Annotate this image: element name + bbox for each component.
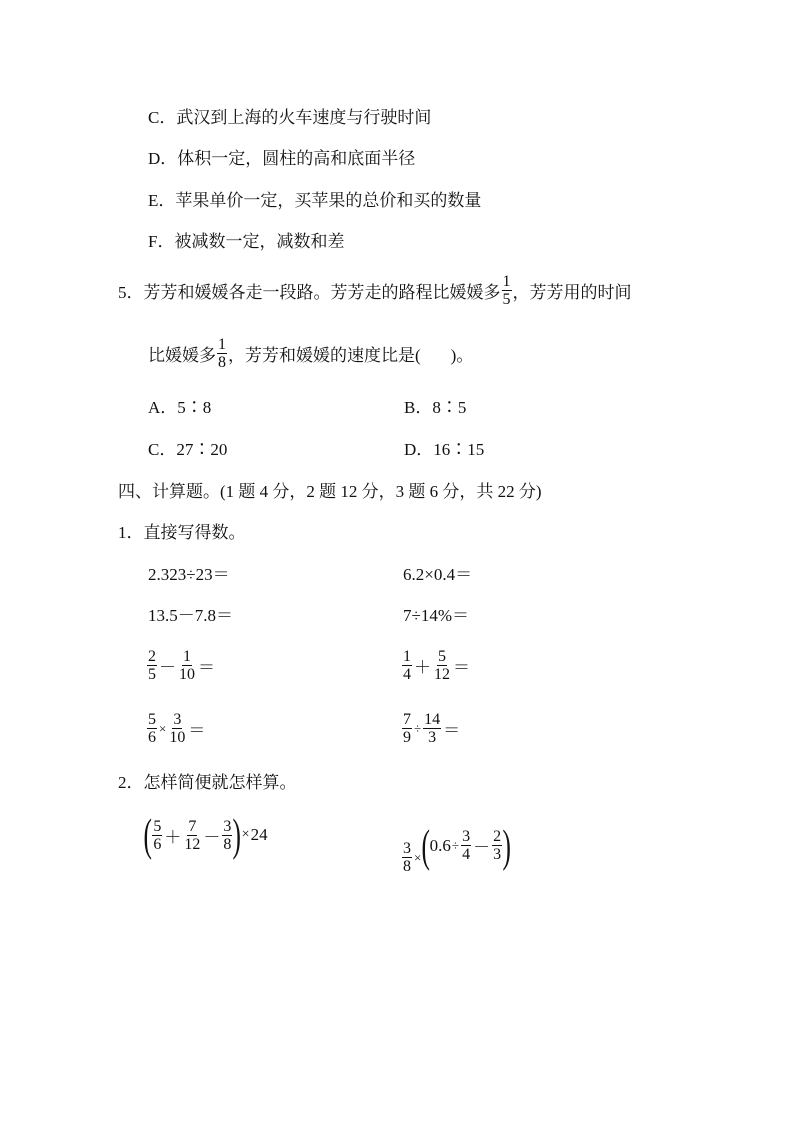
- expr-frac-multiply: [146, 711, 206, 746]
- right-paren: ): [502, 819, 511, 871]
- times-sign: ×: [159, 720, 167, 736]
- option-e: E．苹果单价一定，买苹果的总价和买的数量: [148, 191, 482, 210]
- fraction: $\frac{3}{8}$: [403, 840, 411, 875]
- fraction: $\frac{3}{4}$: [462, 828, 471, 863]
- fraction: $\frac{2}{3}$: [493, 828, 502, 863]
- plus-sign: ＋: [164, 827, 182, 847]
- fraction-one-fifth: $\frac{1}{5}$: [502, 273, 511, 308]
- question-5-text-a: 5．芳芳和媛媛各走一段路。芳芳走的路程比媛媛多: [118, 283, 501, 302]
- q1-title: 1．直接写得数。: [118, 523, 246, 542]
- q5-option-d: D．16∶15: [404, 440, 485, 459]
- fraction: $\frac{5}{6}$: [148, 711, 156, 746]
- minus-sign: －: [159, 658, 176, 677]
- fraction: $\frac{1}{10}$: [179, 648, 195, 683]
- q5-option-b: B．8∶5: [404, 398, 467, 417]
- equals-sign: ＝: [198, 658, 215, 677]
- times-sign: ×: [414, 849, 422, 865]
- fraction: $\frac{14}{3}$: [424, 711, 441, 746]
- section-4-heading: 四、计算题。(1 题 4 分，2 题 12 分，3 题 6 分，共 22 分): [118, 482, 542, 501]
- question-5-text-e: )。: [450, 346, 474, 365]
- expr-frac-add: [401, 648, 471, 683]
- fraction: $\frac{5}{12}$: [434, 648, 450, 683]
- expr-62-times-04: 6.2×0.4＝: [403, 565, 473, 584]
- expr-frac-divide: [401, 711, 461, 746]
- divide-sign: ÷: [414, 720, 422, 736]
- left-paren: (: [421, 819, 431, 871]
- fraction-one-eighth: $\frac{1}{8}$: [218, 336, 226, 371]
- question-5-text-d: ，芳芳和媛媛的速度比是(: [228, 346, 421, 365]
- right-paren: ): [232, 809, 242, 860]
- q5-option-a: A．5∶8: [148, 398, 212, 417]
- expr-frac-subtract: [146, 648, 216, 683]
- expr-mixed: [401, 816, 510, 875]
- fraction: $\frac{1}{4}$: [403, 648, 411, 683]
- fraction: $\frac{2}{5}$: [148, 648, 156, 683]
- question-5-line2: [148, 336, 473, 371]
- fraction: $\frac{5}{6}$: [153, 817, 162, 853]
- equals-sign: ＝: [453, 658, 470, 677]
- number-24: 24: [250, 825, 268, 844]
- expr-2323-div-23: 2.323÷23＝: [148, 565, 230, 584]
- times-sign: ×: [241, 827, 250, 842]
- fraction: $\frac{7}{9}$: [403, 711, 411, 746]
- question-5-text-c: 比媛媛多: [148, 346, 216, 365]
- divide-sign: ÷: [451, 837, 460, 853]
- question-5-text-b: ，芳芳用的时间: [512, 283, 632, 302]
- minus-sign: －: [473, 838, 491, 857]
- question-5-line1: [118, 273, 632, 308]
- equals-sign: ＝: [188, 721, 206, 740]
- fraction: $\frac{3}{8}$: [223, 817, 232, 853]
- number-0-6: 0.6: [429, 835, 451, 855]
- option-d: D．体积一定，圆柱的高和底面半径: [148, 149, 416, 168]
- option-f: F．被减数一定，减数和差: [148, 232, 345, 251]
- q2-title: 2．怎样简便就怎样算。: [118, 773, 297, 792]
- expr-7-div-14pct: 7÷14%＝: [403, 606, 469, 625]
- equals-sign: ＝: [443, 721, 461, 740]
- expr-135-minus-78: 13.5－7.8＝: [148, 606, 233, 625]
- minus-sign: －: [203, 827, 221, 847]
- left-paren: (: [143, 809, 152, 860]
- q5-option-c: C．27∶20: [148, 440, 228, 459]
- expr-distributive: [143, 809, 268, 860]
- fraction: $\frac{3}{10}$: [169, 711, 186, 746]
- plus-sign: ＋: [414, 658, 431, 677]
- option-c: C．武汉到上海的火车速度与行驶时间: [148, 108, 432, 127]
- fraction: $\frac{7}{12}$: [184, 817, 201, 853]
